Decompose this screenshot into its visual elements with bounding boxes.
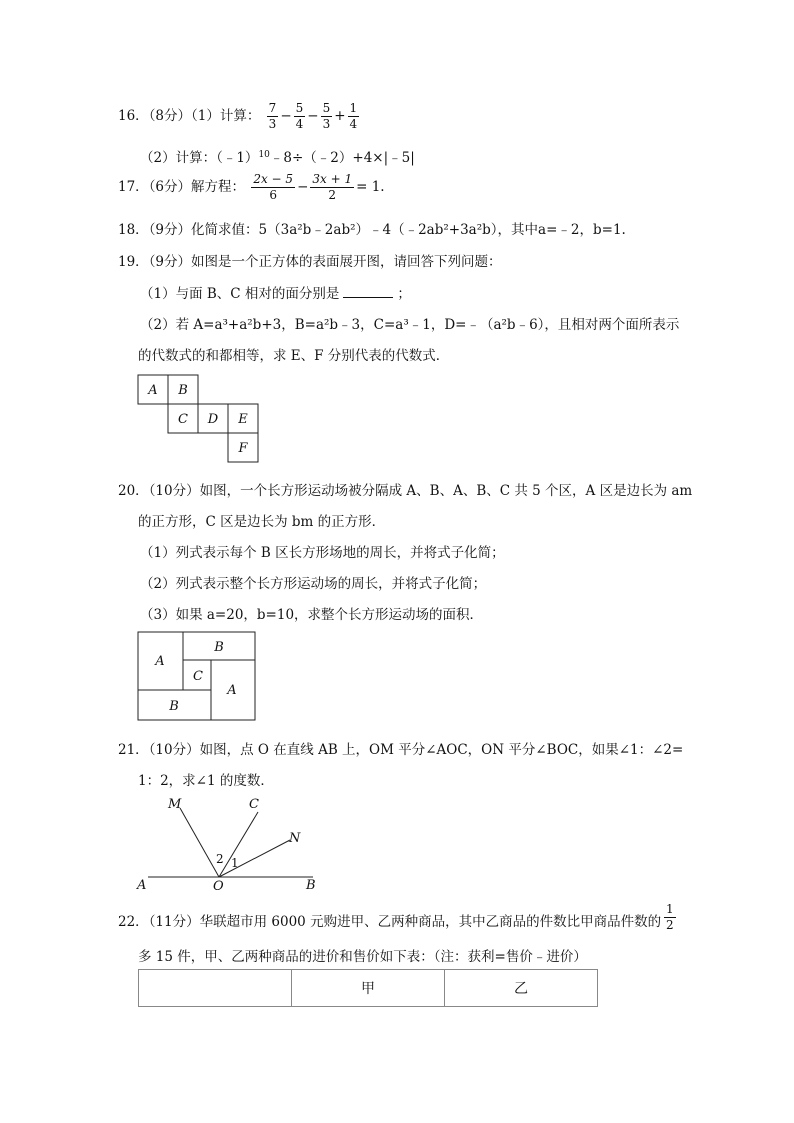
fraction: $\frac{5}{3}$ <box>322 101 331 131</box>
net-label-d: D <box>207 412 219 427</box>
q16-part2: （2）计算：（﹣1）$^{10}$﹣8÷（﹣2）+4×|﹣5| <box>140 150 415 166</box>
q22-stem1: 22．（11分）华联超市用 6000 元购进甲、乙两种商品，其中乙商品的件数比甲商品件数的 <box>118 914 662 930</box>
q16-score: （8分） <box>148 108 192 124</box>
q19-stem: 19．（9分）如图是一个正方体的表面展开图，请回答下列问题： <box>118 254 502 270</box>
q16-part1: 16．（8分）（1）计算： $\frac{7}{3}$ − $\frac{5}{4}$ − $\frac{5}{3}$ + $\frac{1}{4}$ <box>118 101 358 131</box>
q21-stem1: 21．（10分）如图，点 O 在直线 AB 上，OM 平分∠AOC，ON 平分∠BOC，如果∠1：∠2= <box>118 742 684 758</box>
angle-label-1: 1 <box>231 856 239 870</box>
q22-stem2: 多 15 件，甲、乙两种商品的进价和售价如下表：（注：获利=售价﹣进价） <box>138 949 587 965</box>
net-label-b: B <box>178 383 188 398</box>
field-label-a1: A <box>155 654 165 669</box>
angle-label-2: 2 <box>216 852 224 866</box>
price-table <box>138 969 598 1007</box>
q19-part1: （1）与面 B、C 相对的面分别是 ； <box>140 286 411 302</box>
net-label-a: A <box>148 383 158 398</box>
q16-part1-label: （1）计算： <box>191 108 261 124</box>
q17-line: 17．（6分）解方程： $\frac{2x - 5}{6}$ − $\frac{3x + 1}{2}$ = 1. <box>118 172 385 202</box>
q19-part2-line2: 的代数式的和都相等，求 E、F 分别代表的代数式． <box>138 348 450 364</box>
q18-line: 18．（9分）化简求值：5（3a²b﹣2ab²）﹣4（﹣2ab²+3a²b），其中a=﹣2，b=1. <box>118 222 626 238</box>
q16-number: 16． <box>118 108 149 124</box>
table-header-cell: 乙 <box>445 970 598 1007</box>
point-label-n: N <box>289 831 301 846</box>
ray-om <box>180 808 219 877</box>
field-label-c: C <box>193 669 203 684</box>
net-label-c: C <box>178 412 188 427</box>
fraction: $\frac{3x + 1}{2}$ <box>312 172 353 202</box>
q21-stem2: 1：2，求∠1 的度数． <box>138 773 274 789</box>
point-label-b: B <box>306 878 316 893</box>
point-label-c: C <box>249 797 259 812</box>
net-label-f: F <box>238 441 248 456</box>
field-label-b2: B <box>169 699 179 714</box>
q19-part2-line1: （2）若 A=a³+a²b+3，B=a²b﹣3，C=a³﹣1，D=﹣（a²b﹣6），且相对两个面所表示 <box>140 317 680 333</box>
point-label-o: O <box>213 879 224 894</box>
field-label-a2: A <box>227 683 237 698</box>
fraction: $\frac{5}{4}$ <box>295 101 304 131</box>
point-label-m: M <box>168 797 182 812</box>
table-header-cell <box>139 970 292 1007</box>
fraction: $\frac{1}{2}$ <box>666 902 674 932</box>
q20-part3: （3）如果 a=20，b=10，求整个长方形运动场的面积． <box>140 607 484 623</box>
fraction: $\frac{1}{4}$ <box>349 101 358 131</box>
point-label-a: A <box>137 878 147 893</box>
q20-stem2: 的正方形，C 区是边长为 bm 的正方形． <box>138 514 386 530</box>
q20-part1: （1）列式表示每个 B 区长方形场地的周长，并将式子化简； <box>140 545 505 561</box>
field-label-b1: B <box>214 640 224 655</box>
q20-part2: （2）列式表示整个长方形运动场的周长，并将式子化简； <box>140 576 487 592</box>
table-header-cell: 甲 <box>292 970 445 1007</box>
net-label-e: E <box>238 412 248 427</box>
fraction: $\frac{7}{3}$ <box>268 101 277 131</box>
table-row <box>139 970 598 1007</box>
fraction: $\frac{2x - 5}{6}$ <box>253 172 294 202</box>
q20-stem1: 20．（10分）如图，一个长方形运动场被分隔成 A、B、A、B、C 共 5 个区，A 区是边长为 am <box>118 483 693 499</box>
